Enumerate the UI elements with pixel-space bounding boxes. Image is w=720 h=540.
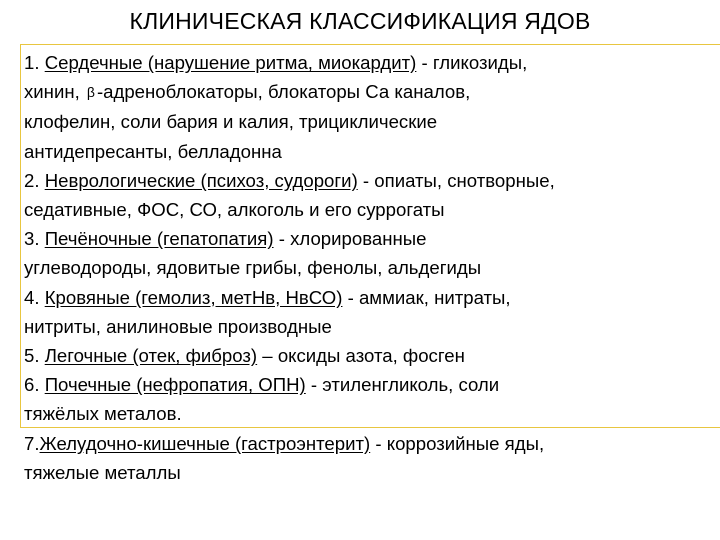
item-number: 5. xyxy=(24,345,40,367)
item-number: 7. xyxy=(24,432,40,454)
item-number: 3. xyxy=(24,228,40,250)
item-agents: - опиаты, снотворные, xyxy=(357,169,555,191)
list-item-renal xyxy=(24,370,714,399)
list-item-continuation: тяжелые металлы xyxy=(24,461,181,483)
list-item-continuation: хинин, β -адреноблокаторы, блокаторы Са каналов, xyxy=(24,77,714,107)
item-number: 1. xyxy=(24,52,40,73)
list-item-gastrointestinal xyxy=(24,429,714,458)
list-item-continuation: углеводороды, ядовитые грибы, фенолы, альдегиды xyxy=(24,257,482,279)
item-agents: - гликозиды, xyxy=(416,52,528,73)
item-number: 4. xyxy=(24,286,40,308)
list-item-pulmonary xyxy=(24,341,714,370)
item-category: Сердечные (нарушение ритма, миокардит) xyxy=(44,52,417,73)
item-category: Желудочно-кишечные (гастроэнтерит) xyxy=(39,432,371,454)
list-item-hepatic xyxy=(24,224,714,253)
beta-symbol: β xyxy=(86,84,95,101)
list-item-continuation: седативные, ФОС, СО, алкоголь и его суррогаты xyxy=(24,199,445,221)
item-number: 6. xyxy=(24,374,40,396)
item-agents: - коррозийные яды, xyxy=(370,432,545,454)
item-category: Кровяные (гемолиз, метНв, НвСО) xyxy=(44,286,343,308)
item-category: Легочные (отек, фиброз) xyxy=(44,345,258,367)
item-agents: - аммиак, нитраты, xyxy=(342,286,511,308)
item-agents: - этиленгликоль, соли xyxy=(305,374,500,396)
list-item-continuation: антидепресанты, белладонна xyxy=(24,140,282,162)
item-category: Неврологические (психоз, судороги) xyxy=(44,169,358,191)
item-number: 2. xyxy=(24,169,40,191)
classification-list xyxy=(24,48,714,487)
list-item-neurological xyxy=(24,166,714,195)
item-category: Почечные (нефропатия, ОПН) xyxy=(44,374,306,396)
item-category: Печёночные (гепатопатия) xyxy=(44,228,274,250)
list-item-continuation: нитриты, анилиновые производные xyxy=(24,315,332,337)
item-agents: - хлорированные xyxy=(273,228,427,250)
item-agents: – оксиды азота, фосген xyxy=(257,345,465,367)
list-item-continuation: тяжёлых металов. xyxy=(24,403,182,425)
slide-title: КЛИНИЧЕСКАЯ КЛАССИФИКАЦИЯ ЯДОВ xyxy=(129,8,591,34)
list-item-cardiac xyxy=(24,48,714,77)
list-item-continuation: клофелин, соли бария и калия, трициклические xyxy=(24,111,438,133)
list-item-blood xyxy=(24,283,714,312)
